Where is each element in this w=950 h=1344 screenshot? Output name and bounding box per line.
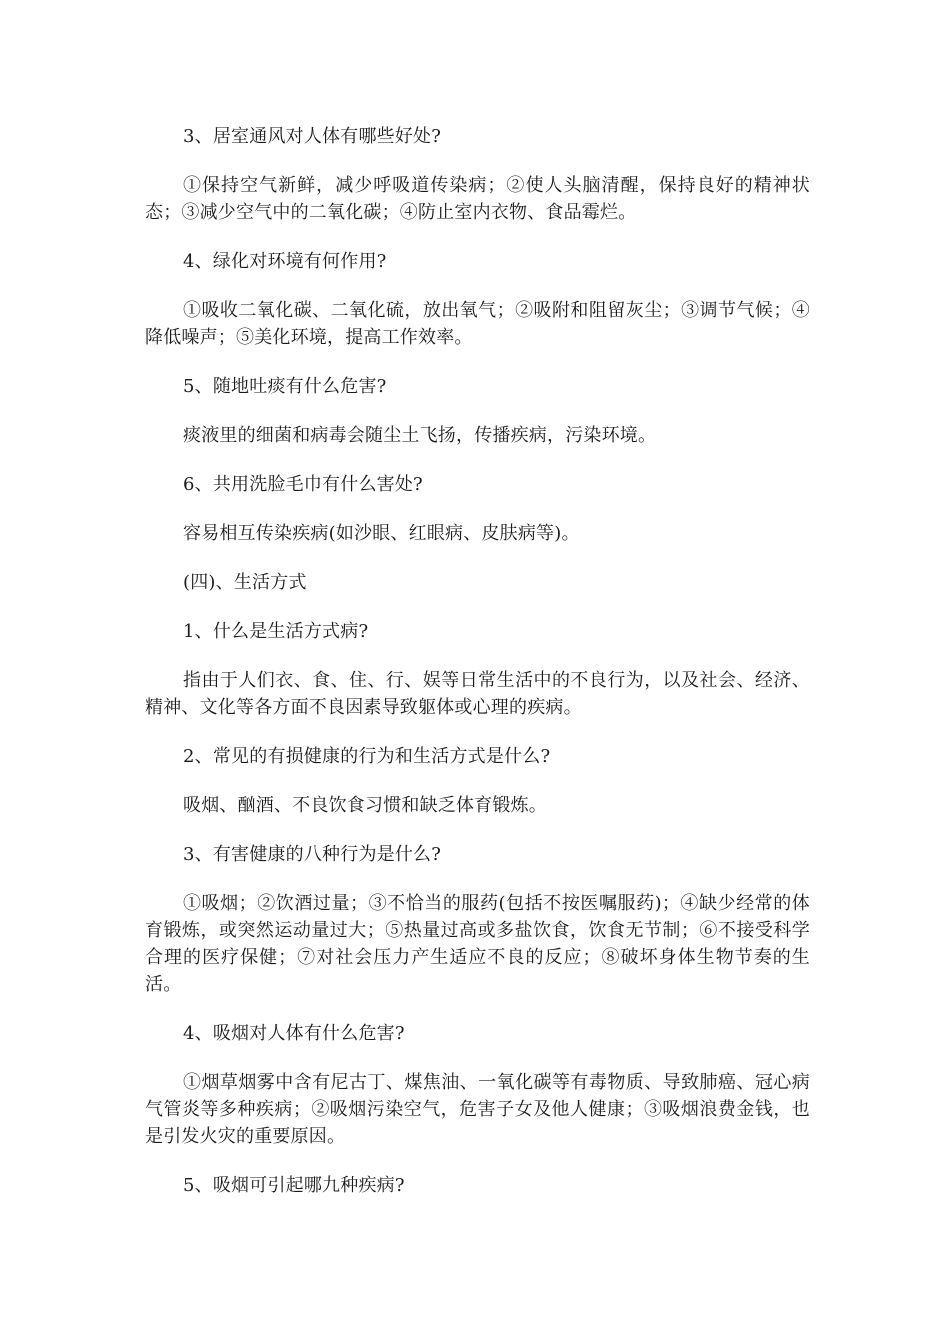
answer-paragraph: 吸烟、酗酒、不良饮食习惯和缺乏体育锻炼。 xyxy=(183,795,547,816)
answer-paragraph: 痰液里的细菌和病毒会随尘土飞扬，传播疾病，污染环境。 xyxy=(183,425,657,446)
question-heading: 3、居室通风对人体有哪些好处? xyxy=(183,126,442,147)
answer-paragraph: ①烟草烟雾中含有尼古丁、煤焦油、一氧化碳等有毒物质、导致肺癌、冠心病气管炎等多种疾病；②吸烟污染空气，危害子女及他人健康；③吸烟浪费金钱，也是引发火灾的重要原因。 xyxy=(145,1072,810,1147)
section-heading: (四)、生活方式 xyxy=(183,572,307,593)
question-heading: 5、随地吐痰有什么危害? xyxy=(183,376,387,397)
question-heading: 3、有害健康的八种行为是什么? xyxy=(183,844,442,865)
answer-paragraph: ①保持空气新鲜，减少呼吸道传染病；②使人头脑清醒，保持良好的精神状态；③减少空气中的二氧化碳；④防止室内衣物、食品霉烂。 xyxy=(145,175,810,223)
question-heading: 4、绿化对环境有何作用? xyxy=(183,251,387,272)
answer-paragraph: ①吸收二氧化碳、二氧化硫，放出氧气；②吸附和阻留灰尘；③调节气候；④降低噪声；⑤美化环境，提高工作效率。 xyxy=(145,300,810,348)
answer-paragraph: 容易相互传染疾病(如沙眼、红眼病、皮肤病等)。 xyxy=(183,523,580,544)
question-heading: 1、什么是生活方式病? xyxy=(183,621,369,642)
document-body xyxy=(145,123,810,1221)
answer-paragraph: 指由于人们衣、食、住、行、娱等日常生活中的不良行为，以及社会、经济、精神、文化等各方面不良因素导致躯体或心理的疾病。 xyxy=(145,670,810,718)
question-heading: 5、吸烟可引起哪九种疾病? xyxy=(183,1175,405,1196)
question-heading: 4、吸烟对人体有什么危害? xyxy=(183,1023,405,1044)
question-heading: 2、常见的有损健康的行为和生活方式是什么? xyxy=(183,746,551,767)
answer-paragraph: ①吸烟；②饮酒过量；③不恰当的服药(包括不按医嘱服药)；④缺少经常的体育锻炼，或突然运动量过大；⑤热量过高或多盐饮食，饮食无节制；⑥不接受科学合理的医疗保健；⑦对社会压力产生适应不良的反应；⑧破坏身体生物节奏的生活。 xyxy=(145,893,810,995)
question-heading: 6、共用洗脸毛巾有什么害处? xyxy=(183,474,423,495)
